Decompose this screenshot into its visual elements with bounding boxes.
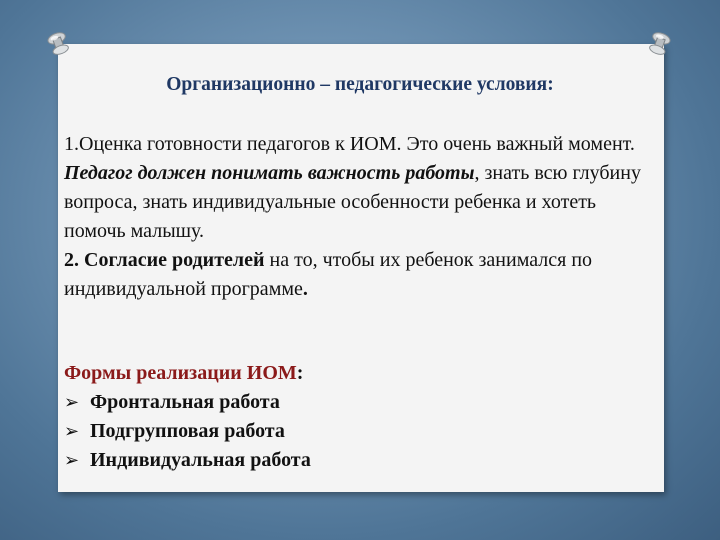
forms-title-text: Формы реализации ИОМ <box>64 362 297 384</box>
list-item-label: Подгрупповая работа <box>90 420 285 442</box>
slide-title: Организационно – педагогические условия: <box>166 74 554 95</box>
condition-2-text: на то, чтобы их ребенок занимался по индивидуальной программе <box>64 249 593 300</box>
list-item <box>64 417 654 446</box>
condition-1-emphasis: Педагог должен понимать важность работы <box>64 162 475 184</box>
arrowhead-bullet-icon: ➢ <box>64 421 80 442</box>
conditions-text <box>64 130 654 304</box>
condition-1-text: 1.Оценка готовности педагогов к ИОМ. Это очень важный момент. <box>64 133 635 155</box>
list-item-label: Индивидуальная работа <box>90 449 311 471</box>
list-item <box>64 446 654 475</box>
forms-title <box>64 359 654 388</box>
list-item <box>64 388 654 417</box>
condition-2-end: . <box>302 278 308 300</box>
condition-1 <box>64 130 654 246</box>
condition-2-bold: 2. Согласие родителей <box>64 249 265 271</box>
forms-section <box>64 359 654 475</box>
forms-title-colon: : <box>296 362 304 384</box>
arrowhead-bullet-icon: ➢ <box>64 392 80 413</box>
forms-list <box>64 388 654 475</box>
arrowhead-bullet-icon: ➢ <box>64 450 80 471</box>
list-item-label: Фронтальная работа <box>90 391 280 413</box>
condition-1-text-cont: , знать всю глубину вопроса, знать индивидуальные особенности ребенка и хотеть помочь малышу. <box>64 162 641 242</box>
condition-2 <box>64 246 654 304</box>
